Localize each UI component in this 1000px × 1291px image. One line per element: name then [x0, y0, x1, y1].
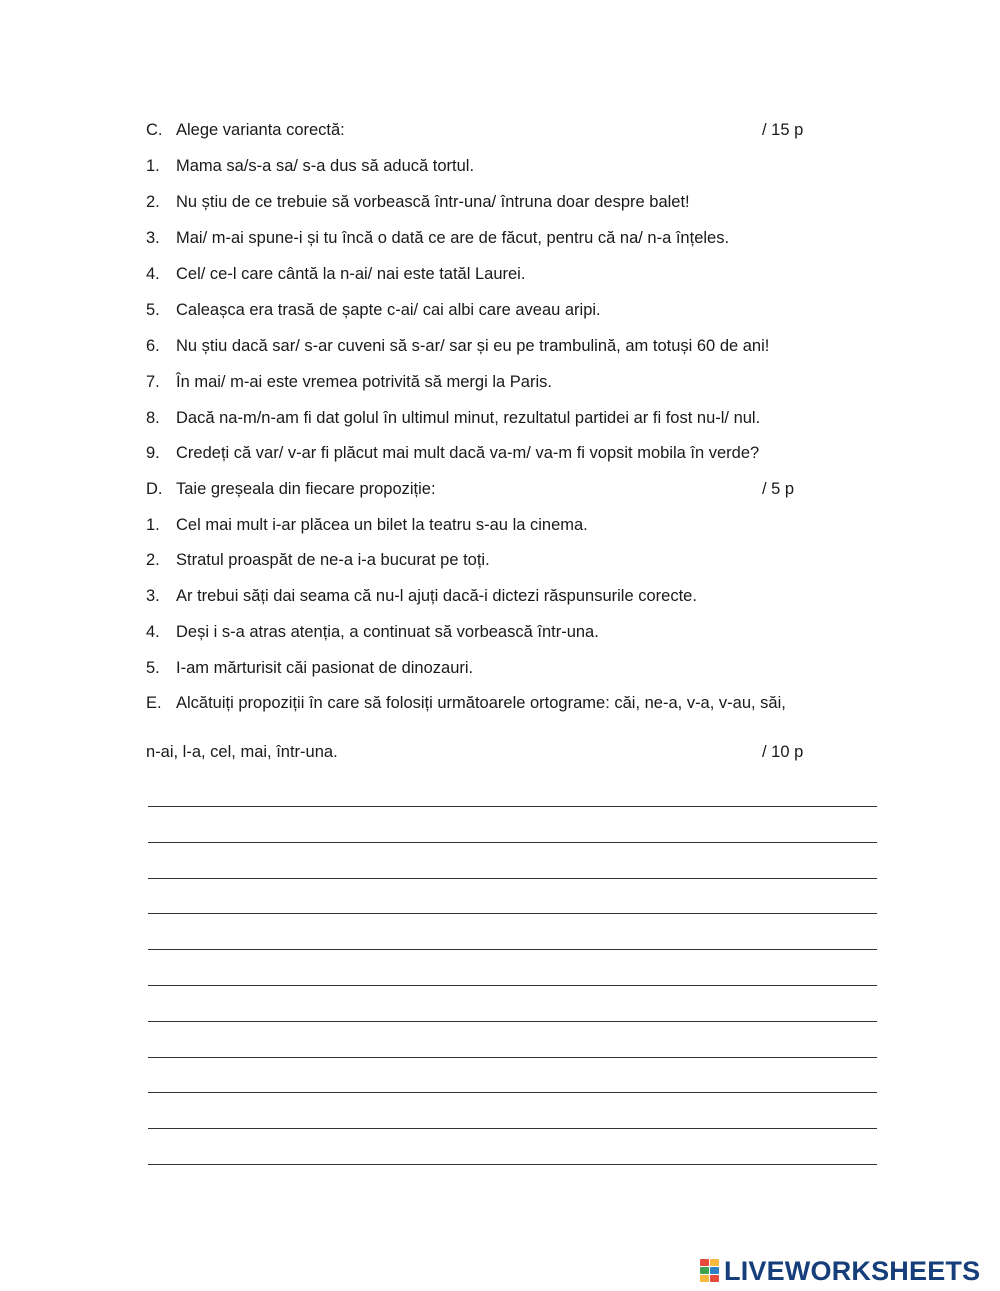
logo-blocks-icon — [700, 1259, 720, 1283]
liveworksheets-logo — [700, 1256, 980, 1286]
logo-block — [710, 1275, 719, 1282]
section-e-heading-cont: n-ai, l-a, cel, mai, într-una. — [146, 743, 338, 761]
answer-line[interactable] — [148, 985, 877, 986]
logo-block — [700, 1267, 709, 1274]
answer-line[interactable] — [148, 1021, 877, 1022]
answer-line[interactable] — [148, 1092, 877, 1093]
section-c-item: 1. Mama sa/s-a sa/ s-a dus să aducă tortul. — [146, 157, 475, 175]
answer-line[interactable] — [148, 878, 877, 879]
section-c-item: 7. În mai/ m-ai este vremea potrivită să mergi la Paris. — [146, 373, 552, 391]
answer-line[interactable] — [148, 806, 877, 807]
section-c-points: / 15 p — [762, 121, 804, 139]
answer-line[interactable] — [148, 1057, 877, 1058]
logo-block — [700, 1275, 709, 1282]
section-c-heading: C. Alege varianta corectă: — [146, 121, 345, 139]
section-c-item: 8. Dacă na-m/n-am fi dat golul în ultimul minut, rezultatul partidei ar fi fost nu-l/ nul. — [146, 409, 761, 427]
answer-line[interactable] — [148, 1164, 877, 1165]
section-d-points: / 5 p — [762, 480, 795, 498]
section-c-item: 4. Cel/ ce-l care cântă la n-ai/ nai este tatăl Laurei. — [146, 265, 526, 283]
section-d-item: 4. Deși i s-a atras atenția, a continuat să vorbească într-una. — [146, 623, 599, 641]
section-e-heading: E. Alcătuiți propoziții în care să folosiți următoarele ortograme: căi, ne-a, v-a, v-au, săi, — [146, 694, 786, 712]
section-d-heading: D. Taie greșeala din fiecare propoziție: — [146, 480, 436, 498]
section-c-item: 2. Nu știu de ce trebuie să vorbească într-una/ întruna doar despre balet! — [146, 193, 690, 211]
section-e-points: / 10 p — [762, 743, 804, 761]
section-d-item: 5. I-am mărturisit căi pasionat de dinozauri. — [146, 659, 474, 677]
logo-block — [710, 1259, 719, 1266]
answer-line[interactable] — [148, 949, 877, 950]
section-d-item: 1. Cel mai mult i-ar plăcea un bilet la teatru s-au la cinema. — [146, 516, 588, 534]
section-c-item: 3. Mai/ m-ai spune-i și tu încă o dată ce are de făcut, pentru că na/ n-a înțeles. — [146, 229, 730, 247]
answer-line[interactable] — [148, 842, 877, 843]
section-c-item: 6. Nu știu dacă sar/ s-ar cuveni să s-ar/ sar și eu pe trambulină, am totuși 60 de ani! — [146, 337, 770, 355]
logo-block — [710, 1267, 719, 1274]
logo-block — [700, 1259, 709, 1266]
logo-text: LIVEWORKSHEETS — [724, 1256, 981, 1286]
answer-line[interactable] — [148, 913, 877, 914]
answer-line[interactable] — [148, 1128, 877, 1129]
section-c-item: 9. Credeți că var/ v-ar fi plăcut mai mult dacă va-m/ va-m fi vopsit mobila în verde? — [146, 444, 760, 462]
section-c-item: 5. Caleașca era trasă de șapte c-ai/ cai albi care aveau aripi. — [146, 301, 601, 319]
section-d-item: 3. Ar trebui săți dai seama că nu-l ajuți dacă-i dictezi răspunsurile corecte. — [146, 587, 697, 605]
section-d-item: 2. Stratul proaspăt de ne-a i-a bucurat pe toți. — [146, 551, 490, 569]
